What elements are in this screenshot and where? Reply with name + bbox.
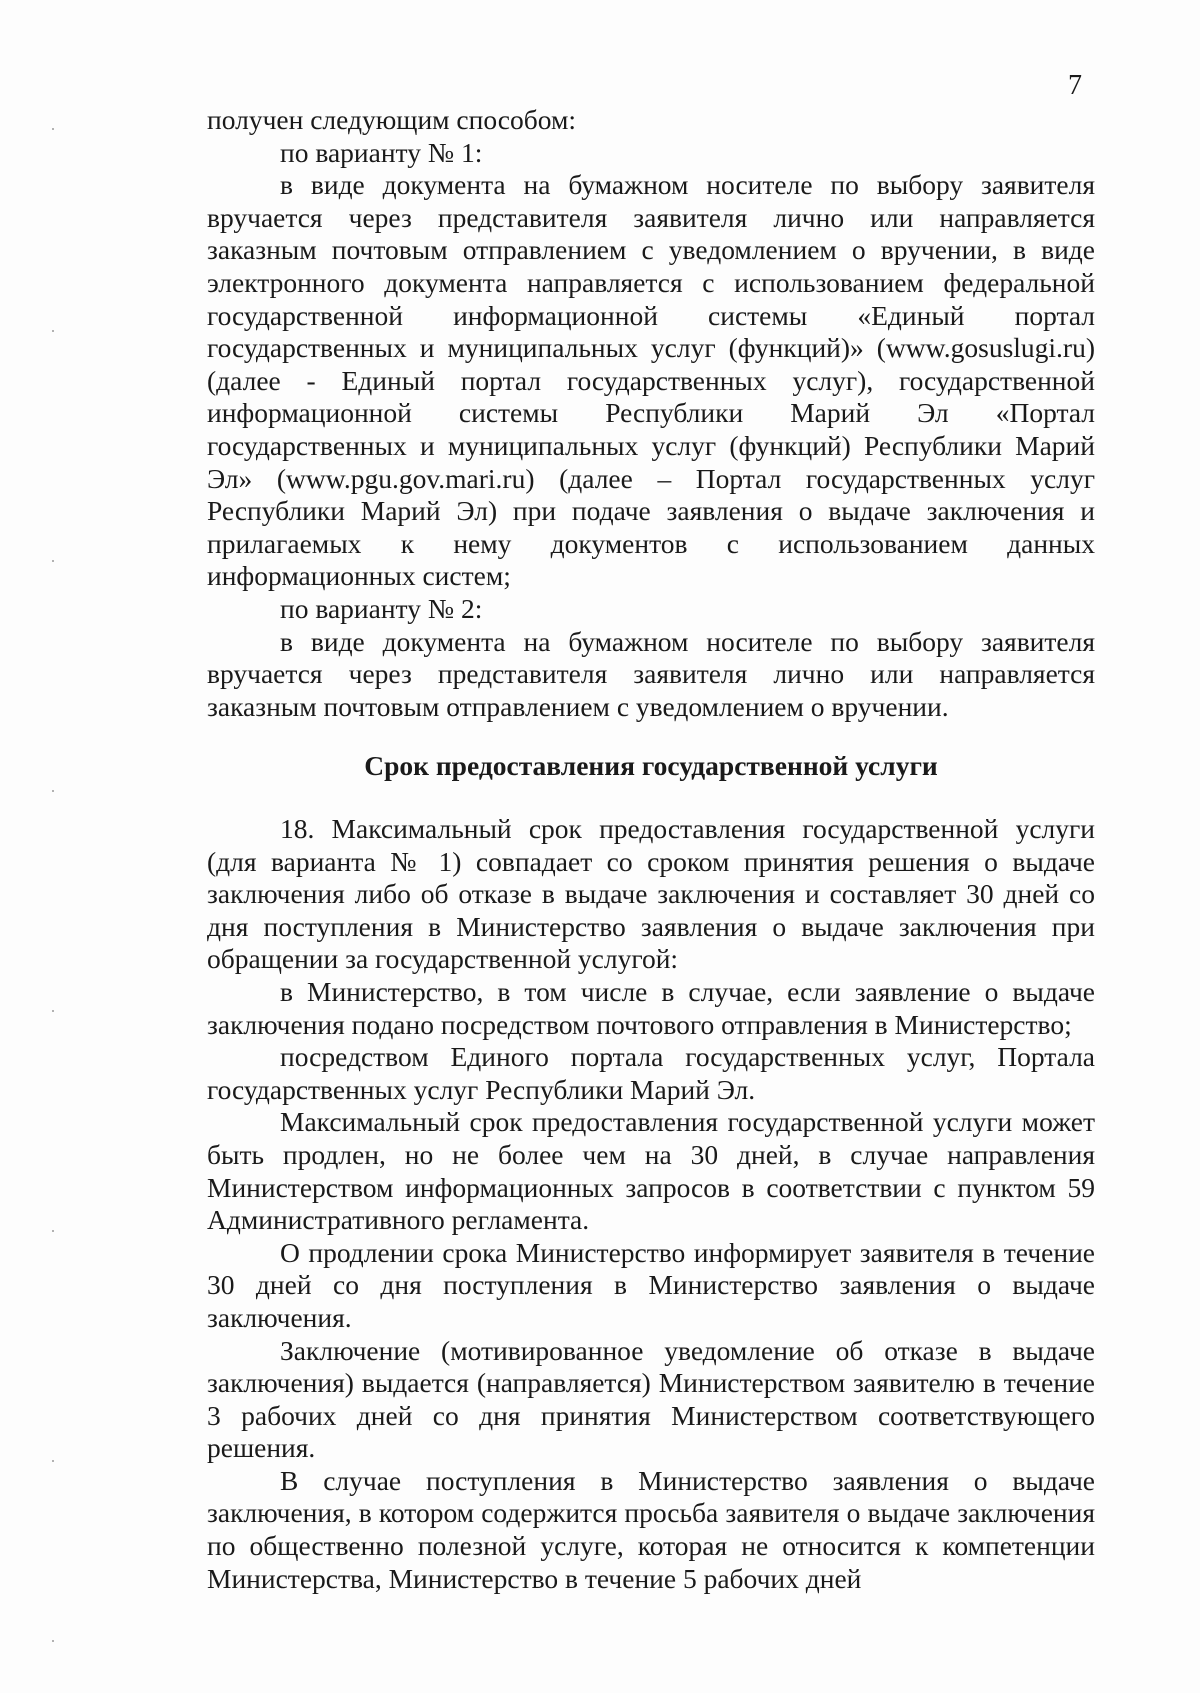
- bottom-text-block: [207, 813, 1095, 1595]
- paragraph: в Министерство, в том числе в случае, если заявление о выдаче заключения подано посредством почтового отправления в Министерство;: [207, 975, 1095, 1040]
- paragraph: В случае поступления в Министерство заявления о выдаче заключения, в котором содержится просьба заявителя о выдаче заключения по общественно полезной услуге, которая не относится к компетенции Министерства, Министерство в течение 5 рабочих дней: [207, 1464, 1095, 1594]
- paragraph: посредством Единого портала государственных услуг, Портала государственных услуг Республики Марий Эл.: [207, 1041, 1095, 1105]
- paragraph: О продлении срока Министерство информирует заявителя в течение 30 дней со дня поступления в Министерство заявления о выдаче заключения.: [207, 1236, 1095, 1333]
- paragraph: Заключение (мотивированное уведомление об отказе в выдаче заключения) выдается (направляется) Министерством заявителю в течение 3 рабочих дней со дня принятия Министерством соответствующего решения.: [207, 1334, 1095, 1464]
- paragraph: Максимальный срок предоставления государственной услуги может быть продлен, но не более чем на 30 дней, в случае направления Министерством информационных запросов в соответствии с пунктом 59 Административного регламента.: [207, 1106, 1095, 1236]
- scan-speck: [52, 1230, 54, 1232]
- paragraph: получен следующим способом:: [207, 104, 577, 135]
- scan-speck: [52, 790, 54, 792]
- top-text-block: [207, 104, 1095, 723]
- paragraph: 18. Максимальный срок предоставления государственной услуги (для варианта № 1) совпадает со сроком принятия решения о выдаче заключения либо об отказе в выдаче заключения и составляет 30 дней со дня поступления в Министерство заявления о выдаче заключения при обращении за государственной услугой:: [207, 813, 1095, 975]
- scan-speck: [52, 128, 54, 130]
- scan-speck: [52, 1640, 54, 1642]
- paragraph: по варианту № 1:: [280, 136, 483, 168]
- paragraph: по варианту № 2:: [280, 592, 483, 624]
- paragraph: в виде документа на бумажном носителе по выбору заявителя вручается через представителя заявителя лично или направляется заказным почтовым отправлением с уведомлением о вручении.: [207, 625, 1095, 722]
- scan-speck: [52, 560, 54, 562]
- scan-speck: [52, 330, 54, 332]
- page-number: 7: [1068, 70, 1082, 101]
- scan-speck: [52, 1010, 54, 1012]
- paragraph: в виде документа на бумажном носителе по выбору заявителя вручается через представителя заявителя лично или направляется заказным почтовым отправлением с уведомлением о вручении, в виде электронного документа направляется с использованием федеральной государственной информационной системы «Единый портал государственных и муниципальных услуг (функций)» (www.gosuslugi.ru) (далее - Единый портал государственных услуг), государственной информационной системы Республики Марий Эл «Портал государственных и муниципальных услуг (функций) Республики Марий Эл» (www.pgu.gov.mari.ru) (далее – Портал государственных услуг Республики Марий Эл) при подаче заявления о выдаче заключения и прилагаемых к нему документов с использованием данных информационных систем;: [207, 169, 1095, 592]
- scan-speck: [52, 1460, 54, 1462]
- section-heading: Срок предоставления государственной услуги: [364, 750, 938, 781]
